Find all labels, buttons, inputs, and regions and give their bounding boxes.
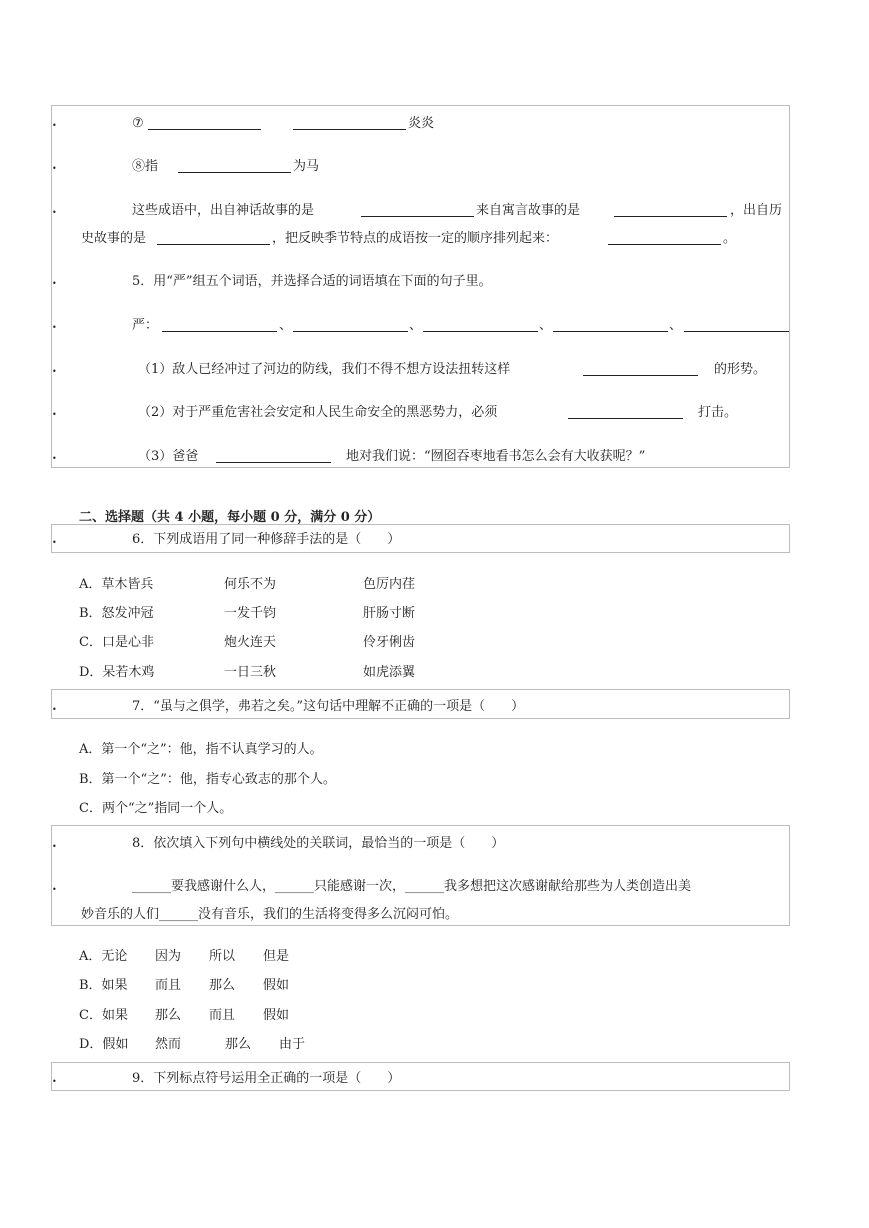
- question-7-stem: 7．“虽与之俱学，弗若之矣。”这句话中理解不正确的一项是（ ）: [132, 699, 525, 714]
- idiom-q-part3: ，出自历: [730, 203, 783, 218]
- idiom-q-line2c: 。: [723, 231, 737, 246]
- blank-line: [608, 231, 721, 245]
- idiom-q-line2a: 史故事的是: [81, 231, 147, 246]
- question-8-box: [51, 825, 790, 926]
- q6-option-b-1: B．怒发冲冠: [79, 606, 154, 621]
- blank-line: [583, 362, 698, 376]
- q6-option-d-2: 一日三秋: [224, 665, 277, 680]
- q6-option-c-3: 伶牙俐齿: [363, 635, 416, 650]
- q6-option-d-3: 如虎添翼: [363, 665, 416, 680]
- q6-option-a-1: A．草木皆兵: [79, 577, 154, 592]
- idiom-q-part1: 这些成语中，出自神话故事的是: [132, 203, 315, 218]
- sentence-1-b: 的形势。: [714, 362, 767, 377]
- separator: 、: [539, 318, 553, 333]
- question-8-stem: 8．依次填入下列句中横线处的关联词，最恰当的一项是（ ）: [132, 836, 505, 851]
- q8-option-d-4: 由于: [279, 1037, 306, 1052]
- q6-option-b-3: 肝肠寸断: [363, 606, 416, 621]
- question-8-line-2: 妙音乐的人们______没有音乐，我们的生活将变得多么沉闷可怕。: [81, 907, 459, 922]
- q6-option-b-2: 一发千钧: [224, 606, 277, 621]
- q7-option-a: A．第一个“之”：他，指不认真学习的人。: [79, 742, 323, 757]
- sentence-1-a: （1）敌人已经冲过了河边的防线，我们不得不想方设法扭转这样: [138, 362, 511, 377]
- question-8-line-1: ______要我感谢什么人，______只能感谢一次，______我多想把这次感谢献给那些为人类创造出美: [132, 879, 692, 894]
- q6-option-a-2: 何乐不为: [224, 577, 277, 592]
- q8-option-a-2: 因为: [155, 949, 182, 964]
- q6-option-c-1: C．口是心非: [79, 635, 154, 650]
- q8-option-c-2: 那么: [155, 1008, 182, 1023]
- idiom-q-line2b: ，把反映季节特点的成语按一定的顺序排列起来：: [272, 231, 559, 246]
- bullet: •: [52, 454, 57, 463]
- blank-line: [293, 116, 406, 130]
- bullet: •: [52, 1077, 57, 1086]
- bullet: •: [52, 164, 57, 173]
- question-5-text: 5．用“严”组五个词语，并选择合适的词语填在下面的句子里。: [132, 274, 492, 289]
- blank-line: [553, 318, 668, 332]
- q8-option-a-4: 但是: [263, 949, 290, 964]
- blank-line: [423, 318, 538, 332]
- blank-line: [178, 159, 291, 173]
- sentence-3-a: （3）爸爸: [138, 449, 199, 464]
- sentence-2-a: （2）对于严重危害社会安定和人民生命安全的黑恶势力，必须: [138, 405, 498, 420]
- item-8-suffix: 为马: [293, 159, 320, 174]
- blank-line: [216, 449, 331, 463]
- blank-line: [293, 318, 408, 332]
- q8-option-b-1: B．如果: [79, 978, 128, 993]
- yan-prefix: 严：: [132, 318, 159, 333]
- q8-option-d-2: 然而: [155, 1037, 182, 1052]
- blank-line: [568, 405, 683, 419]
- item-7-prefix: ⑦: [132, 116, 144, 131]
- bullet: •: [52, 208, 57, 217]
- question-9-box: [51, 1062, 790, 1091]
- section-2-heading: 二、选择题（共 4 小题，每小题 0 分，满分 0 分）: [79, 510, 381, 525]
- sentence-2-b: 打击。: [698, 405, 738, 420]
- blank-line: [614, 203, 727, 217]
- bullet: •: [52, 842, 57, 851]
- blank-line: [148, 116, 261, 130]
- bullet: •: [52, 705, 57, 714]
- q6-option-a-3: 色厉内荏: [363, 577, 416, 592]
- blank-line: [684, 318, 789, 332]
- bullet: •: [52, 410, 57, 419]
- q8-option-d-1: D．假如: [79, 1037, 129, 1052]
- q8-option-c-1: C．如果: [79, 1008, 128, 1023]
- blank-line: [157, 231, 270, 245]
- bullet: •: [52, 279, 57, 288]
- q7-option-b: B．第一个“之”：他，指专心致志的那个人。: [79, 772, 336, 787]
- bullet: •: [52, 323, 57, 332]
- q8-option-a-1: A．无论: [79, 949, 128, 964]
- separator: 、: [409, 318, 423, 333]
- item-7-suffix: 炎炎: [408, 116, 435, 131]
- question-9-stem: 9．下列标点符号运用全正确的一项是（ ）: [132, 1071, 401, 1086]
- q8-option-b-4: 假如: [263, 978, 290, 993]
- q6-option-c-2: 炮火连天: [224, 635, 277, 650]
- question-6-stem: 6．下列成语用了同一种修辞手法的是（ ）: [132, 532, 401, 547]
- q6-option-d-1: D．呆若木鸡: [79, 665, 155, 680]
- q7-option-c: C．两个“之”指同一个人。: [79, 801, 233, 816]
- bullet: •: [52, 885, 57, 894]
- blank-line: [162, 318, 277, 332]
- bullet: •: [52, 538, 57, 547]
- q8-option-b-2: 而且: [155, 978, 182, 993]
- question-6-box: [51, 524, 790, 553]
- idiom-q-part2: 来自寓言故事的是: [476, 203, 581, 218]
- q8-option-d-3: 那么: [225, 1037, 252, 1052]
- bullet: •: [52, 367, 57, 376]
- fill-in-box: [51, 105, 790, 468]
- sentence-3-b: 地对我们说：“囫囵吞枣地看书怎么会有大收获呢？”: [346, 449, 646, 464]
- q8-option-b-3: 那么: [209, 978, 236, 993]
- separator: 、: [279, 318, 293, 333]
- item-8-prefix: ⑧指: [132, 159, 159, 174]
- q8-option-c-3: 而且: [209, 1008, 236, 1023]
- q8-option-a-3: 所以: [209, 949, 236, 964]
- q8-option-c-4: 假如: [263, 1008, 290, 1023]
- question-7-box: [51, 689, 790, 719]
- blank-line: [361, 203, 474, 217]
- bullet: •: [52, 121, 57, 130]
- separator: 、: [669, 318, 683, 333]
